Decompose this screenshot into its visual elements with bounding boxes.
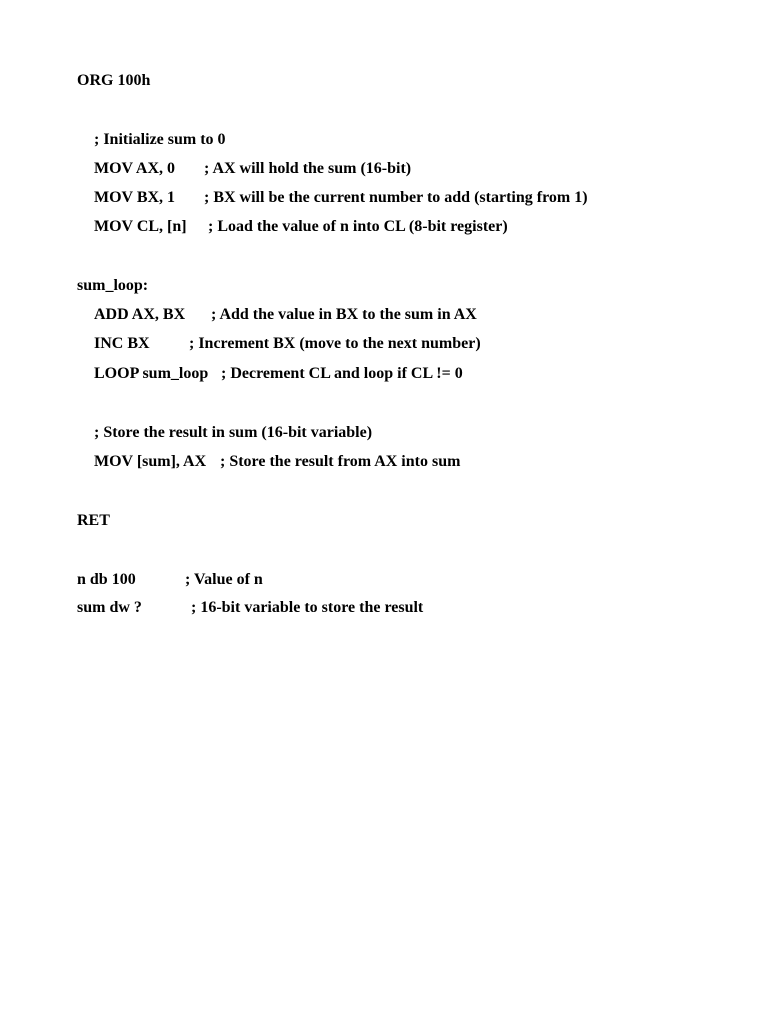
comment-text: ; Load the value of n into CL (8-bit register)	[208, 218, 508, 235]
code-line-loop	[94, 364, 463, 384]
code-line-mov-cl	[94, 217, 508, 237]
code-text: MOV [sum], AX	[94, 453, 207, 470]
code-line-add	[94, 305, 477, 325]
code-text: MOV CL, [n]	[94, 218, 187, 235]
code-line-mov-bx	[94, 188, 588, 208]
code-text: LOOP sum_loop	[94, 365, 209, 382]
code-text: sum_loop:	[77, 277, 149, 294]
comment-text: ; 16-bit variable to store the result	[191, 599, 424, 616]
comment-text: ; Store the result in sum (16-bit variable)	[94, 424, 373, 441]
comment-text: ; Add the value in BX to the sum in AX	[211, 306, 477, 323]
label-line-sum-loop	[77, 276, 149, 296]
code-line-org	[77, 71, 151, 91]
comment-line-initialize	[94, 130, 226, 150]
code-line-mov-sum	[94, 452, 461, 472]
comment-text: ; Value of n	[185, 571, 263, 588]
code-text: MOV AX, 0	[94, 160, 176, 177]
code-text: MOV BX, 1	[94, 189, 176, 206]
comment-text: ; AX will hold the sum (16-bit)	[204, 160, 412, 177]
comment-text: ; Decrement CL and loop if CL != 0	[221, 365, 463, 382]
comment-text: ; Initialize sum to 0	[94, 131, 226, 148]
code-line-inc	[94, 334, 481, 354]
code-line-mov-ax	[94, 159, 412, 179]
data-line-sum	[77, 598, 424, 618]
code-text: ADD AX, BX	[94, 306, 186, 323]
comment-text: ; Store the result from AX into sum	[220, 453, 461, 470]
data-line-n	[77, 570, 263, 590]
code-text: RET	[77, 512, 110, 529]
code-text: INC BX	[94, 335, 150, 352]
code-text: sum dw ?	[77, 599, 142, 616]
comment-line-store	[94, 423, 373, 443]
code-text: n db 100	[77, 571, 136, 588]
comment-text: ; Increment BX (move to the next number)	[189, 335, 481, 352]
comment-text: ; BX will be the current number to add (starting from 1)	[204, 189, 588, 206]
code-text: ORG 100h	[77, 72, 151, 89]
code-line-ret	[77, 511, 110, 531]
